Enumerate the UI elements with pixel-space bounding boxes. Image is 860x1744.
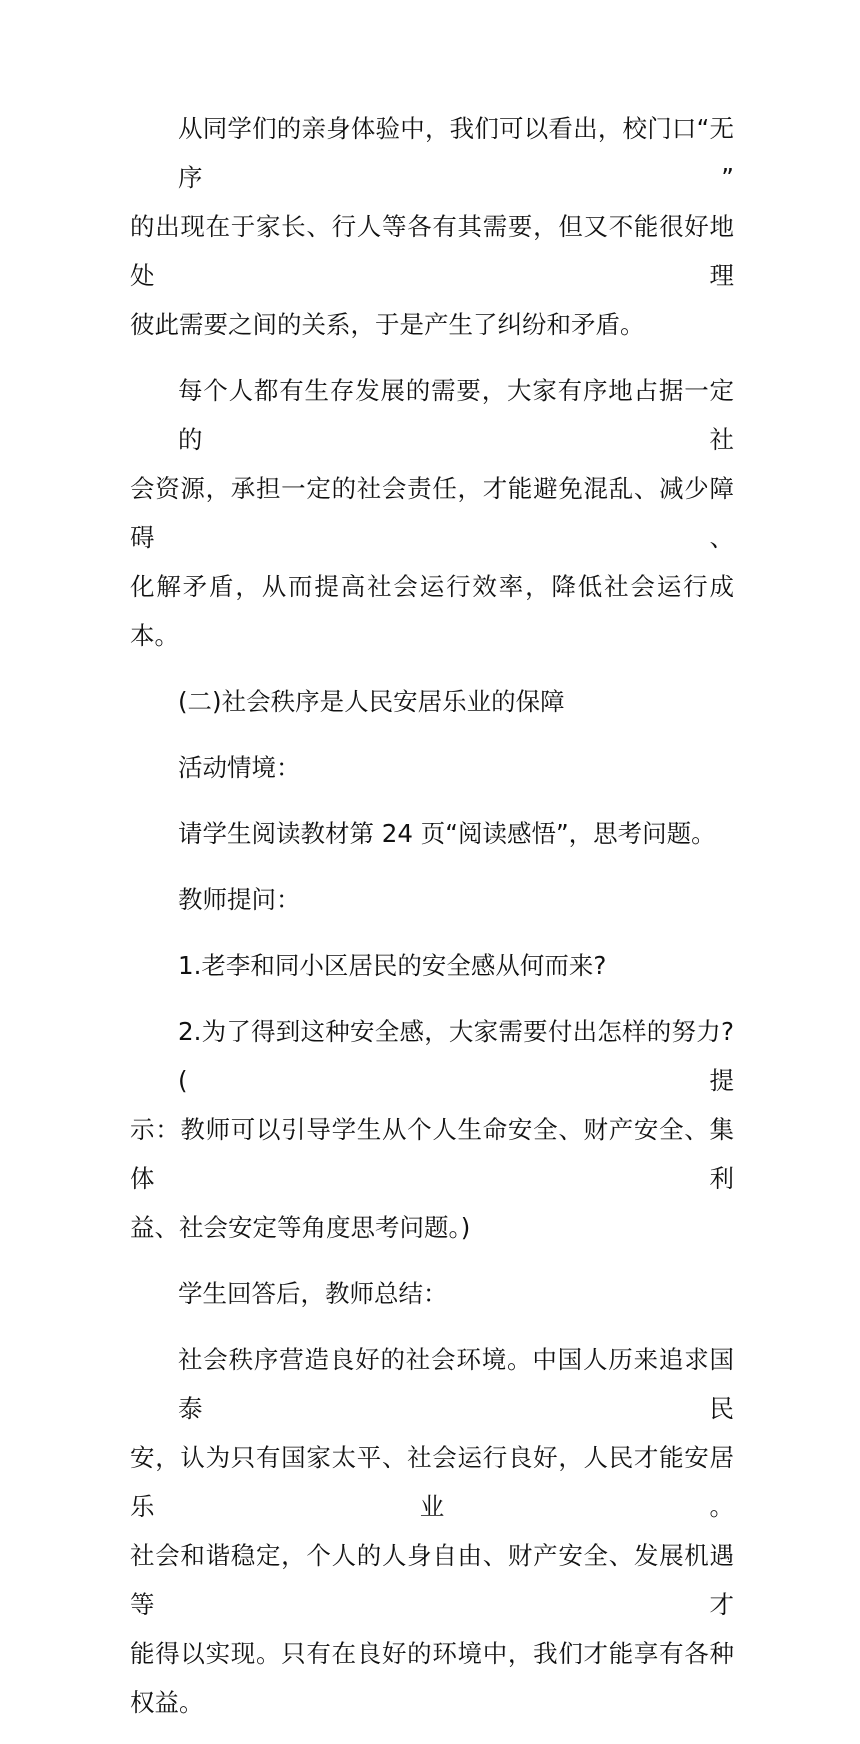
paragraph-line: 的出现在于家长、行人等各有其需要，但又不能很好地处理 [130, 212, 734, 290]
paragraph-line: 从同学们的亲身体验中，我们可以看出，校门口“无序” [178, 114, 734, 192]
summary-label: 学生回答后，教师总结： [178, 1279, 448, 1308]
paragraph-summary [130, 1335, 734, 1727]
paragraph-line: 每个人都有生存发展的需要，大家有序地占据一定的社 [178, 376, 734, 454]
question-2 [130, 1007, 734, 1252]
document-page [130, 104, 734, 1744]
paragraph-line: 安，认为只有国家太平、社会运行良好，人民才能安居乐业。 [130, 1443, 734, 1521]
paragraph-line: 益、社会安定等角度思考问题。) [130, 1213, 471, 1242]
paragraph-line: 社会和谐稳定，个人的人身自由、财产安全、发展机遇等才 [130, 1541, 734, 1619]
question-1: 1.老李和同小区居民的安全感从何而来? [178, 951, 607, 980]
paragraph-line: 彼此需要之间的关系，于是产生了纠纷和矛盾。 [130, 310, 645, 339]
paragraph-line: 社会秩序营造良好的社会环境。中国人历来追求国泰民 [178, 1345, 734, 1423]
paragraph-line: 能得以实现。只有在良好的环境中，我们才能享有各种权益。 [130, 1639, 734, 1717]
paragraph-line: 示：教师可以引导学生从个人生命安全、财产安全、集体利 [130, 1115, 734, 1193]
section-heading: (二)社会秩序是人民安居乐业的保障 [178, 687, 565, 716]
paragraph-1 [130, 104, 734, 349]
activity-label: 活动情境： [178, 753, 301, 782]
reading-instruction: 请学生阅读教材第 24 页“阅读感悟”，思考问题。 [178, 819, 716, 848]
paragraph-2 [130, 366, 734, 660]
paragraph-line: 化解矛盾，从而提高社会运行效率，降低社会运行成本。 [130, 572, 734, 650]
paragraph-line: 2.为了得到这种安全感，大家需要付出怎样的努力?(提 [178, 1017, 734, 1095]
paragraph-line: 会资源，承担一定的社会责任，才能避免混乱、减少障碍、 [130, 474, 734, 552]
teacher-question-label: 教师提问： [178, 885, 301, 914]
